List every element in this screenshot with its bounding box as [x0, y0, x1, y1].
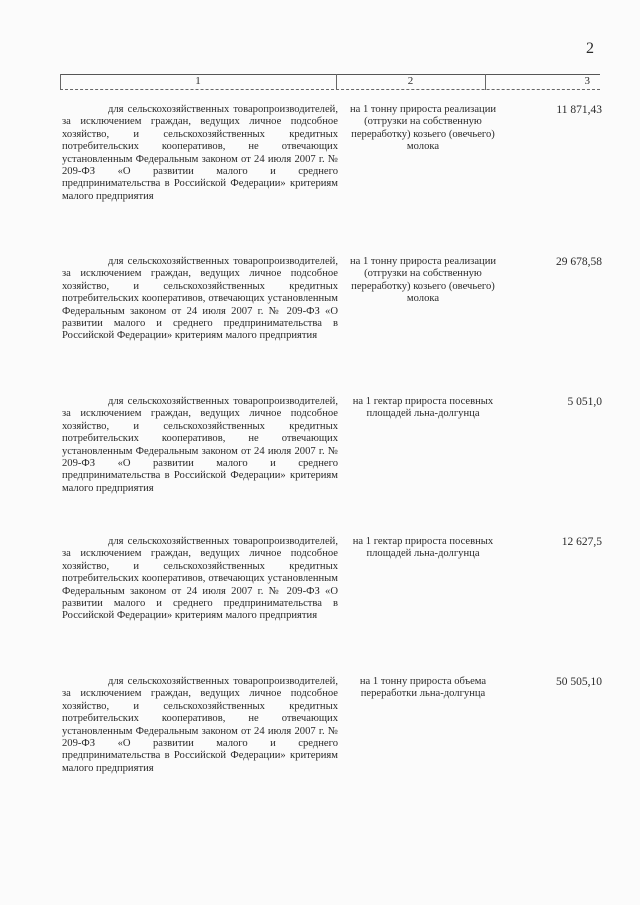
row-rate: 50 505,10: [556, 676, 602, 688]
header-col-1: 1: [195, 75, 201, 87]
row-description: для сельскохозяйственных товаропроизводителей, за исключением граждан, ведущих личное подсобное хозяйство, и сельскохозяйственных кредитных потребительских кооперативов, отвечающих установленным Федеральным законом от 24 июля 2007 г. № 209-ФЗ «О развитии малого и среднего предпринимательства в Российской Федерации» критериям малого предприятия: [62, 536, 338, 622]
row-unit: на 1 тонну прироста объема переработки льна-долгунца: [359, 676, 487, 700]
row-unit: на 1 гектар прироста посевных площадей льна-долгунца: [352, 536, 494, 560]
row-rate: 29 678,58: [556, 256, 602, 268]
row-rate: 12 627,5: [561, 536, 602, 548]
row-unit: на 1 тонну прироста реализации (отгрузки на собственную переработку) козьего (овечьего) молока: [349, 256, 497, 305]
row-description: для сельскохозяйственных товаропроизводителей, за исключением граждан, ведущих личное подсобное хозяйство, и сельскохозяйственных кредитных потребительских кооперативов, отвечающих установленным Федеральным законом от 24 июля 2007 г. № 209-ФЗ «О развитии малого и среднего предпринимательства в Российской Федерации» критериям малого предприятия: [62, 256, 338, 342]
row-rate: 11 871,43: [556, 104, 602, 116]
row-description: для сельскохозяйственных товаропроизводителей, за исключением граждан, ведущих личное подсобное хозяйство, и сельскохозяйственных кредитных потребительских кооперативов, не отвечающих установленным Федеральным законом от 24 июля 2007 г. № 209-ФЗ «О развитии малого и среднего предпринимательства в Российской Федерации» критериям малого предприятия: [62, 104, 338, 202]
row-rate: 5 051,0: [567, 396, 602, 408]
row-unit: на 1 тонну прироста реализации (отгрузки на собственную переработку) козьего (овечьего) молока: [349, 104, 497, 153]
row-description: для сельскохозяйственных товаропроизводителей, за исключением граждан, ведущих личное подсобное хозяйство, и сельскохозяйственных кредитных потребительских кооперативов, не отвечающих установленным Федеральным законом от 24 июля 2007 г. № 209-ФЗ «О развитии малого и среднего предпринимательства в Российской Федерации» критериям малого предприятия: [62, 396, 338, 494]
header-bottom-rule: [60, 89, 600, 90]
table-header: [60, 74, 600, 90]
row-unit: на 1 гектар прироста посевных площадей льна-долгунца: [352, 396, 494, 420]
header-col-3: 3: [584, 75, 590, 87]
header-col-2: 2: [407, 75, 414, 87]
row-description: для сельскохозяйственных товаропроизводителей, за исключением граждан, ведущих личное подсобное хозяйство, и сельскохозяйственных кредитных потребительских кооперативов, не отвечающих установленным Федеральным законом от 24 июля 2007 г. № 209-ФЗ «О развитии малого и среднего предпринимательства в Российской Федерации» критериям малого предприятия: [62, 676, 338, 774]
page-number: 2: [586, 40, 594, 57]
